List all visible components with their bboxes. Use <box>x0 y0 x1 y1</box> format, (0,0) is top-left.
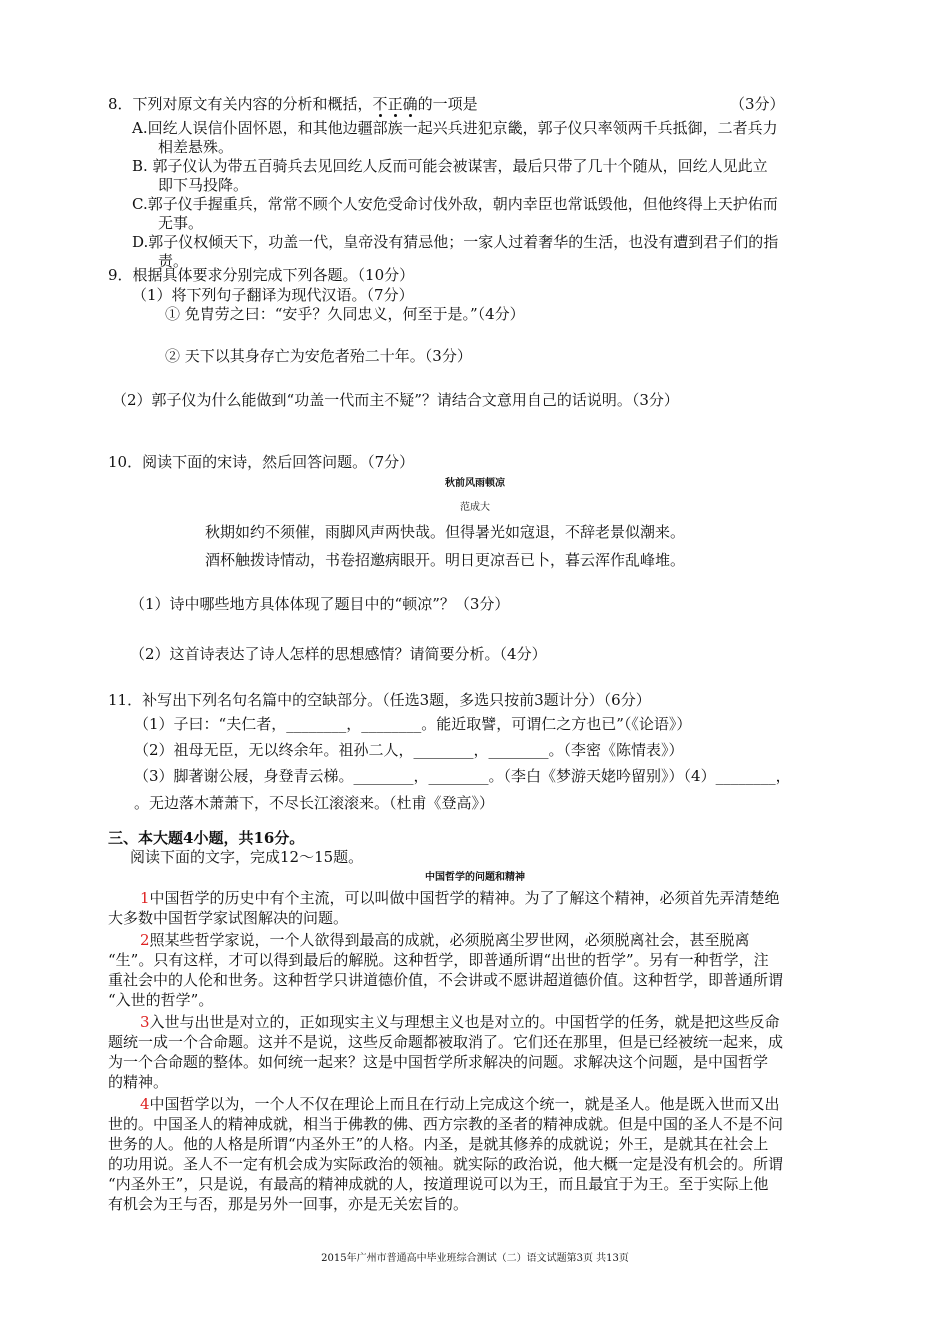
paragraph-3-line: 题统一成一个合命题。这并不是说，这些反命题都被取消了。它们还在那里，但是已经被统一起来，成 <box>108 1033 784 1051</box>
paragraph-2-line: 2照某些哲学家说，一个人欲得到最高的成就，必须脱离尘罗世网，必须脱离社会，甚至脱离 <box>140 931 750 949</box>
q10-part1: （1）诗中哪些地方具体体现了题目中的“顿凉”？（3分） <box>130 595 510 613</box>
paragraph-number: 1 <box>140 889 150 907</box>
page-footer: 2015年广州市普通高中毕业班综合测试（二）语文试题第3页 共13页 <box>321 1253 629 1264</box>
emphasis-dot-char: 不 <box>372 95 388 113</box>
paragraph-4-line: 4中国哲学以为，一个人不仅在理论上而且在行动上完成这个统一，就是圣人。他是既入世而又出 <box>140 1095 780 1113</box>
paragraph-1-line: 大多数中国哲学家试图解决的问题。 <box>108 909 349 927</box>
q10-stem: 10．阅读下面的宋诗，然后回答问题。（7分） <box>108 453 415 471</box>
q8-option-a: A.回纥人误信仆固怀恩，和其他边疆部族一起兴兵进犯京畿，郭子仪只率领两千兵抵御，二者兵力 <box>132 119 778 137</box>
q8-option-c: C.郭子仪手握重兵，常常不顾个人安危受命讨伐外敌，朝内幸臣也常诋毁他，但他终得上天护佑而 <box>132 195 778 213</box>
q9-sentence1: ① 免胄劳之曰：“安乎？久同忠义，何至于是。”（4分） <box>165 305 525 323</box>
paragraph-4-line: 有机会为王与否，那是另外一回事，亦是无关宏旨的。 <box>108 1195 469 1213</box>
q11-line4: 。无边落木萧萧下，不尽长江滚滚来。（杜甫《登高》） <box>134 794 495 812</box>
q10-part2: （2）这首诗表达了诗人怎样的思想感情？请简要分析。（4分） <box>130 645 547 663</box>
q9-sentence2: ② 天下以其身存亡为安危者殆二十年。（3分） <box>165 347 472 365</box>
paragraph-number: 3 <box>140 1013 150 1031</box>
paragraph-number: 4 <box>140 1095 150 1113</box>
section3-title: 三、本大题4小题，共16分。 <box>108 829 305 847</box>
paragraph-1-line: 1中国哲学的历史中有个主流，可以叫做中国哲学的精神。为了了解这个精神，必须首先弄清楚绝 <box>140 889 780 907</box>
q9-stem: 9．根据具体要求分别完成下列各题。（10分） <box>108 266 415 284</box>
paragraph-2-line: “入世的哲学”。 <box>108 991 214 1009</box>
q8-stem: 8．下列对原文有关内容的分析和概括，不正确的一项是 <box>108 95 478 113</box>
poem-author: 范成大 <box>460 502 490 513</box>
poem-title: 秋前风雨顿凉 <box>445 478 505 489</box>
paragraph-4-line: 的功用说。圣人不一定有机会成为实际政治的领袖。就实际的政治说，他大概一定是没有机会的。所谓 <box>108 1155 784 1173</box>
q8-option-d-cont: 责。 <box>158 252 189 270</box>
q11-stem: 11．补写出下列名句名篇中的空缺部分。（任选3题，多选只按前3题计分）（6分） <box>108 691 651 709</box>
emphasis-dot-char: 正 <box>387 95 403 113</box>
paragraph-4-line: “内圣外王”，只是说，有最高的精神成就的人，按道理说可以为王，而且最宜于为王。至于实际上他 <box>108 1175 769 1193</box>
paragraph-3-line: 3入世与出世是对立的，正如现实主义与理想主义也是对立的。中国哲学的任务，就是把这些反命 <box>140 1013 780 1031</box>
q9-part1: （1）将下列句子翻译为现代汉语。（7分） <box>132 286 414 304</box>
poem-line-2: 酒杯触拨诗情动，书卷招邀病眼开。明日更凉吾已卜，暮云浑作乱峰堆。 <box>205 551 686 569</box>
q11-line1: （1）子曰：“夫仁者，________，________。能近取譬，可谓仁之方也已”（《论语》） <box>134 715 692 733</box>
q8-option-b: B. 郭子仪认为带五百骑兵去见回纥人反而可能会被谋害，最后只带了几十个随从，回纥人见此立 <box>132 157 768 175</box>
paragraph-4-line: 世的。中国圣人的精神成就，相当于佛教的佛、西方宗教的圣者的精神成就。但是中国的圣人不是不问 <box>108 1115 784 1133</box>
paragraph-3-line: 的精神。 <box>108 1073 169 1091</box>
paragraph-4-line: 世务的人。他的人格是所谓“内圣外王”的人格。内圣，是就其修养的成就说；外王，是就其在社会上 <box>108 1135 769 1153</box>
emphasis-dot-char: 确 <box>402 95 418 113</box>
q11-line3: （3）脚著谢公屐，身登青云梯。________，________。（李白《梦游天姥吟留别》）（4）________， <box>134 767 791 785</box>
q8-option-b-cont: 即下马投降。 <box>158 176 249 194</box>
q8-option-c-cont: 无事。 <box>158 214 204 232</box>
q8-score: （3分） <box>730 95 785 113</box>
paragraph-number: 2 <box>140 931 150 949</box>
paragraph-3-line: 为一个合命题的整体。如何统一起来？这是中国哲学所求解决的问题。求解决这个问题，是中国哲学 <box>108 1053 769 1071</box>
paragraph-2-line: “生”。只有这样，才可以得到最后的解脱。这种哲学，即普通所谓“出世的哲学”。另有一种哲学，注 <box>108 951 769 969</box>
poem-line-1: 秋期如约不须催，雨脚风声两快哉。但得暑光如寇退，不辞老景似潮来。 <box>205 523 686 541</box>
q11-line2: （2）祖母无臣，无以终余年。祖孙二人，________，________。（李密《陈情表》） <box>134 741 684 759</box>
q8-option-a-cont: 相差悬殊。 <box>158 138 234 156</box>
paragraph-2-line: 重社会中的人伦和世务。这种哲学只讲道德价值，不会讲或不愿讲超道德价值。这种哲学，即普通所谓 <box>108 971 784 989</box>
q8-option-d: D.郭子仪权倾天下，功盖一代，皇帝没有猜忌他；一家人过着奢华的生活，也没有遭到君子们的指 <box>132 233 779 251</box>
section3-intro: 阅读下面的文字，完成12～15题。 <box>130 848 364 866</box>
article-title: 中国哲学的问题和精神 <box>425 872 525 883</box>
q9-part2: （2）郭子仪为什么能做到“功盖一代而主不疑”？请结合文意用自己的话说明。（3分） <box>112 391 679 409</box>
